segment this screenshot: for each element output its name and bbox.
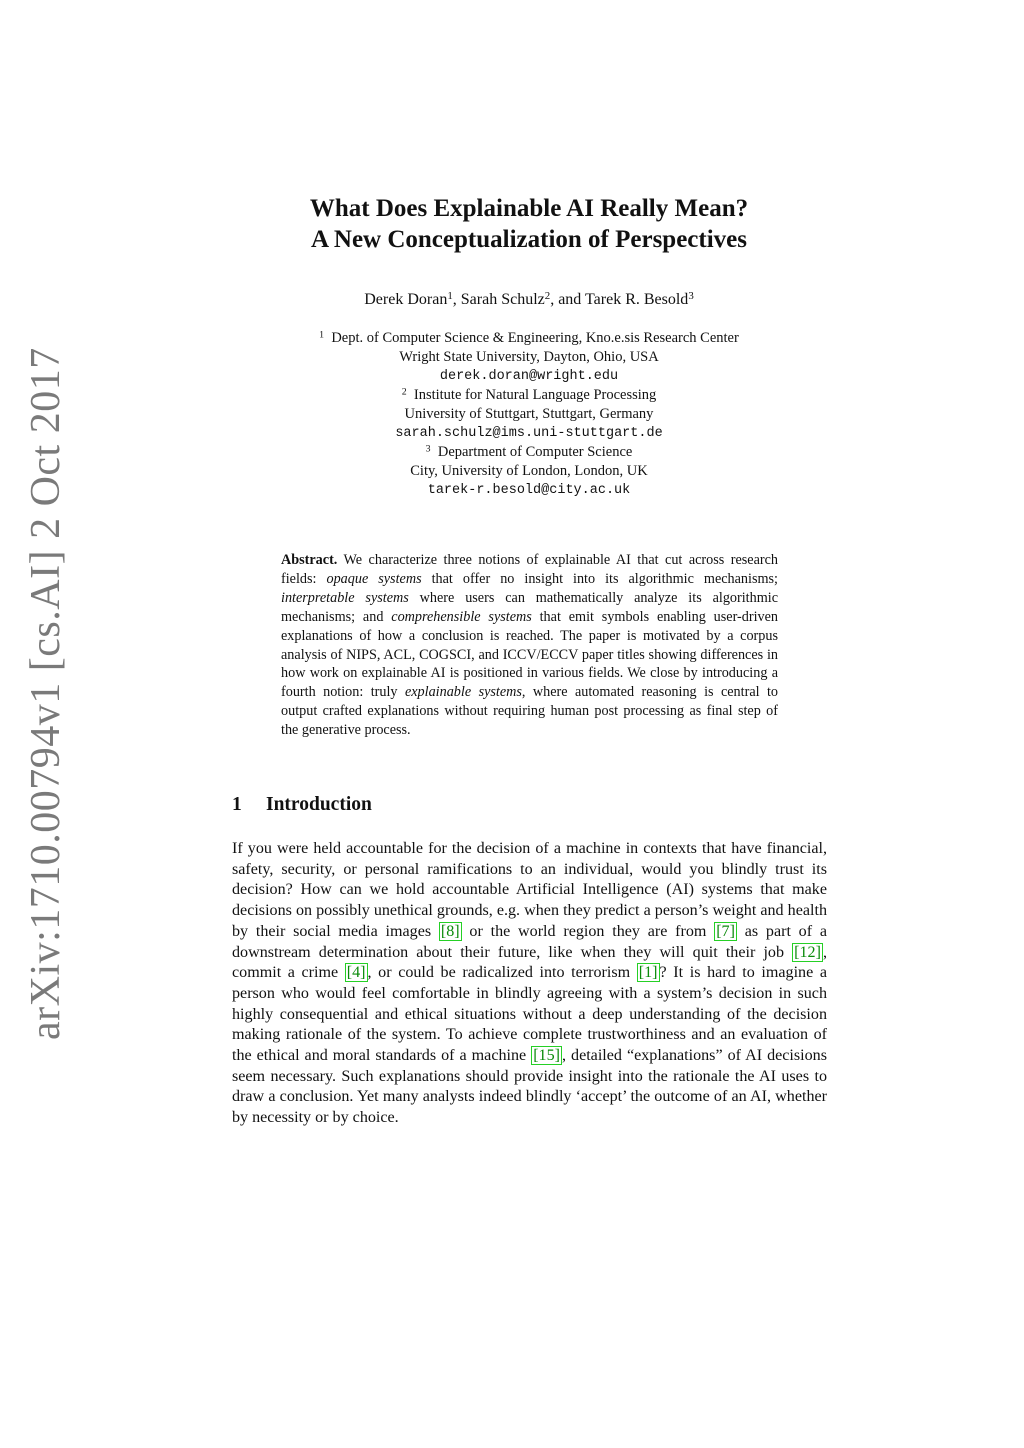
section-title: Introduction	[266, 794, 372, 815]
paper-title	[0, 193, 1024, 255]
citation-link[interactable]: [4]	[346, 964, 366, 982]
author-list	[0, 291, 1024, 309]
author-name: Derek Doran	[364, 291, 448, 308]
citation-link[interactable]: [15]	[533, 1047, 560, 1065]
section-heading	[232, 794, 372, 816]
abstract-emphasis: interpretable systems	[281, 589, 409, 606]
citation-link[interactable]: [7]	[716, 922, 735, 940]
affiliation-name: Dept. of Computer Science & Engineering, Kno.e.sis Research Center	[331, 330, 739, 346]
author-name: Sarah Schulz	[460, 291, 545, 308]
body-text: or the world region they are from	[461, 922, 715, 940]
affiliation-line	[0, 443, 1024, 462]
author-affiliation-mark: 3	[688, 290, 694, 303]
abstract-label: Abstract.	[281, 552, 338, 568]
title-line-2: A New Conceptualization of Perspectives	[310, 226, 748, 253]
abstract-text: , where automated reasoning is central to output crafted explanations without requiring human post processing as final step of the generative process.	[281, 684, 779, 739]
author-separator: , and	[550, 291, 585, 308]
affiliation-name: Department of Computer Science	[437, 444, 633, 460]
author-affiliation-mark: 1	[447, 290, 453, 303]
author-name: Tarek R. Besold	[585, 291, 689, 308]
author-email[interactable]: sarah.schulz@ims.uni-stuttgart.de	[395, 426, 663, 441]
affiliation-line	[0, 386, 1024, 405]
abstract-emphasis: opaque systems	[326, 570, 422, 587]
affiliation-line: University of Stuttgart, Stuttgart, Germany	[404, 406, 654, 422]
author-separator: ,	[452, 291, 461, 308]
abstract-emphasis: explainable systems	[404, 684, 522, 701]
affiliation-mark: 1	[319, 329, 325, 341]
author-email[interactable]: derek.doran@wright.edu	[439, 369, 619, 384]
introduction-paragraph	[232, 839, 827, 1129]
abstract	[281, 551, 778, 740]
abstract-text: that offer no insight into its algorithmic mechanisms;	[421, 570, 778, 587]
body-text: , or could be radicalized into terrorism	[367, 964, 637, 982]
citation-link[interactable]: [1]	[638, 964, 658, 982]
affiliations	[0, 329, 1024, 500]
affiliation-line: Wright State University, Dayton, Ohio, USA	[399, 349, 659, 365]
title-line-1: What Does Explainable AI Really Mean?	[309, 195, 749, 222]
abstract-text: that emit symbols enabling user-driven explanations of how a conclusion is reached. The paper is motivated by a corpus analysis of NIPS, ACL, COGSCI, and ICCV/ECCV paper titles showing differences in how work on explainable AI is positioned in various fields. We close by introducing a fourth notion: truly	[281, 608, 778, 701]
arxiv-identifier: arXiv:1710.00794v1 [cs.AI] 2 Oct 2017	[23, 347, 69, 1040]
abstract-emphasis: comprehensible systems	[391, 608, 532, 625]
affiliation-line: City, University of London, London, UK	[410, 463, 648, 479]
body-text: , commit a crime	[232, 943, 827, 982]
citation-link[interactable]: [8]	[440, 922, 460, 940]
author-email[interactable]: tarek-r.besold@city.ac.uk	[427, 483, 631, 498]
author-affiliation-mark: 2	[544, 290, 551, 303]
affiliation-mark: 3	[425, 443, 431, 455]
affiliation-name: Institute for Natural Language Processing	[413, 387, 657, 403]
affiliation-line	[0, 329, 1024, 348]
affiliation-mark: 2	[401, 386, 407, 398]
abstract-text: where users can mathematically analyze its algorithmic mechanisms; and	[281, 589, 778, 625]
body-text: as part of a downstream determination about their future, like when they will quit their job	[232, 922, 828, 961]
body-text: If you were held accountable for the decision of a machine in contexts that have financial, safety, security, or personal ramifications to an individual, would you blindly trust its decision? How can we hold accountable Artificial Intelligence (AI) systems that make decisions on possibly unethical grounds, e.g. when they predict a person’s weight and health by their social media images	[232, 840, 827, 940]
body-text: , detailed “explanations” of AI decisions seem necessary. Such explanations should provide insight into the rationale the AI uses to draw a conclusion. Yet many analysts indeed blindly ‘accept’ the outcome of an AI, whether by necessity or by choice.	[232, 1047, 827, 1127]
citation-link[interactable]: [12]	[794, 943, 821, 961]
abstract-text: We characterize three notions of explainable AI that cut across research fields:	[281, 552, 778, 587]
body-text: ? It is hard to imagine a person who would feel comfortable in blindly agreeing with a system’s decision in such highly consequential and ethical situations without a deep understanding of the decision making rationale of the system. To achieve complete trustworthiness and an evaluation of the ethical and moral standards of a machine	[232, 964, 827, 1065]
section-number: 1	[232, 794, 242, 815]
